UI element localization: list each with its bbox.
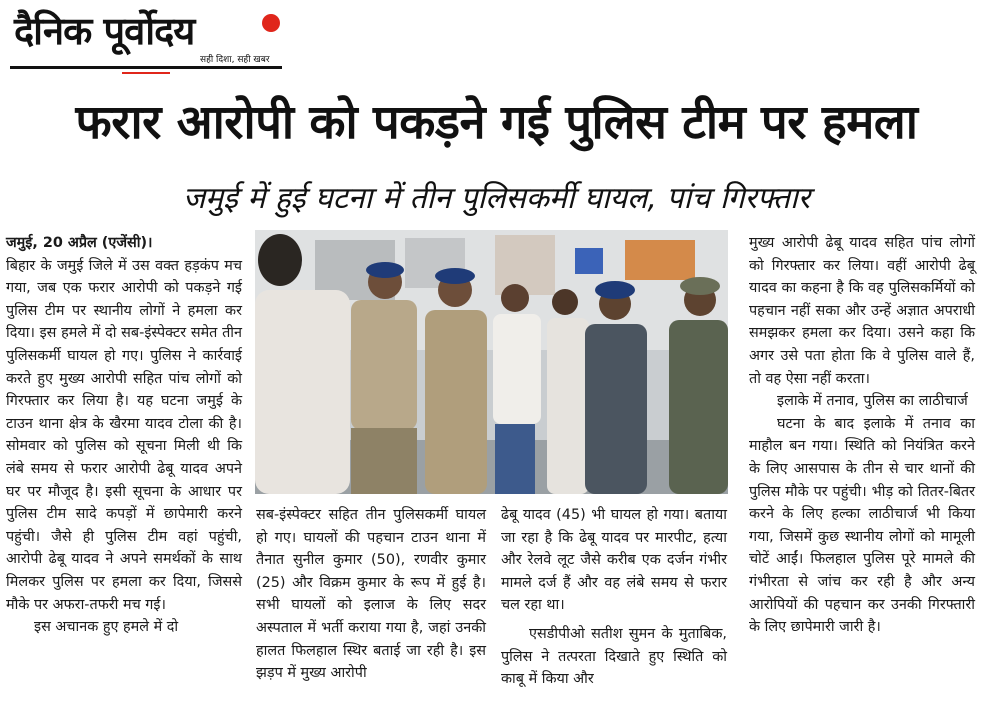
- article-paragraph: इस अचानक हुए हमले में दो: [34, 619, 179, 636]
- masthead: [10, 4, 280, 72]
- article-column-4: [749, 232, 975, 639]
- article-column-3: [501, 504, 727, 691]
- dateline: जमुई, 20 अप्रैल (एजेंसी)।: [6, 235, 153, 251]
- news-photo-image: [255, 230, 728, 494]
- article-paragraph: मुख्य आरोपी ढेबू यादव सहित पांच लोगों को गिरफ्तार कर लिया। वहीं आरोपी ढेबू यादव का कहना है कि वह पुलिसकर्मियों को पहचान नहीं सका और उन्हें अज्ञात अपराधी समझकर हमला कर दिया। उसने कहा कि अगर उसे पता होता कि वे पुलिस वाले हैं, तो वह ऐसा नहीं करता।: [749, 235, 975, 387]
- subheadline: जमुई में हुई घटना में तीन पुलिसकर्मी घायल, पांच गिरफ्तार: [182, 181, 811, 216]
- newspaper-tagline: सही दिशा, सही खबर: [200, 55, 270, 65]
- section-subheading: इलाके में तनाव, पुलिस का लाठीचार्ज: [777, 393, 968, 410]
- masthead-rule: [10, 66, 282, 69]
- article-column-2: [256, 504, 486, 685]
- article-paragraph: घटना के बाद इलाके में तनाव का माहौल बन गया। स्थिति को नियंत्रित करने के लिए आसपास के तीन से चार थानों की पुलिस मौके पर पहुंची। भीड़ को तितर-बितर करने के लिए हल्का लाठीचार्ज भी किया गया, जिसमें कुछ स्थानीय लोगों को मामूली चोटें आईं। फिलहाल पुलिस पूरे मामले की गंभीरता से जांच कर रही है और अन्य आरोपियों की पहचान कर उनकी गिरफ्तारी के लिए छापेमारी जारी है।: [749, 415, 975, 636]
- masthead-accent-rule: [122, 72, 170, 74]
- article-paragraph: सब-इंस्पेक्टर सहित तीन पुलिसकर्मी घायल हो गए। घायलों की पहचान टाउन थाना में तैनात सुनील कुमार (50), रणवीर कुमार (25) और विक्रम कुमार के रूप में हुई है। सभी घायलों को इलाज के लिए सदर अस्पताल में भर्ती कराया गया है, जहां उनकी हालत फिलहाल स्थिर बताई जा रही है। इस झड़प में मुख्य आरोपी: [256, 507, 486, 682]
- newspaper-logo: दैनिक पूर्वोदय: [14, 9, 195, 53]
- headline: फरार आरोपी को पकड़ने गई पुलिस टीम पर हमला: [75, 95, 918, 150]
- logo-dot-icon: [262, 14, 280, 32]
- news-photo: [255, 230, 728, 494]
- article-paragraph: बिहार के जमुई जिले में उस वक्त हड़कंप मच गया, जब एक फरार आरोपी को पकड़ने गई पुलिस टीम पर स्थानीय लोगों ने हमला कर दिया। इस हमले में दो सब-इंस्पेक्टर समेत तीन पुलिसकर्मी घायल हो गए। पुलिस ने कार्रवाई करते हुए मुख्य आरोपी सहित पांच लोगों को गिरफ्तार कर लिया है। यह घटना जमुई के टाउन थाना क्षेत्र के खैरमा यादव टोला की है। सोमवार को पुलिस को सूचना मिली थी कि लंबे समय से फरार आरोपी ढेबू यादव अपने घर पर मौजूद है। इसी सूचना के आधार पर पुलिस टीम सादे कपड़ों में छापेमारी करने पहुंची। जैसे ही पुलिस टीम वहां पहुंची, आरोपी ढेबू यादव ने अपने समर्थकों के साथ मिलकर पुलिस पर हमला कर दिया, जिससे मौके पर अफरा-तफरी मच गई।: [6, 257, 242, 613]
- article-paragraph: ढेबू यादव (45) भी घायल हो गया। बताया जा रहा है कि ढेबू यादव पर मारपीट, हत्या और रेलवे लूट जैसे करीब एक दर्जन गंभीर मामले दर्ज हैं और वह लंबे समय से फरार चल रहा था।: [501, 507, 727, 614]
- article-column-1: [6, 232, 242, 639]
- article-paragraph: एसडीपीओ सतीश सुमन के मुताबिक, पुलिस ने तत्परता दिखाते हुए स्थिति को काबू में किया और: [501, 625, 727, 688]
